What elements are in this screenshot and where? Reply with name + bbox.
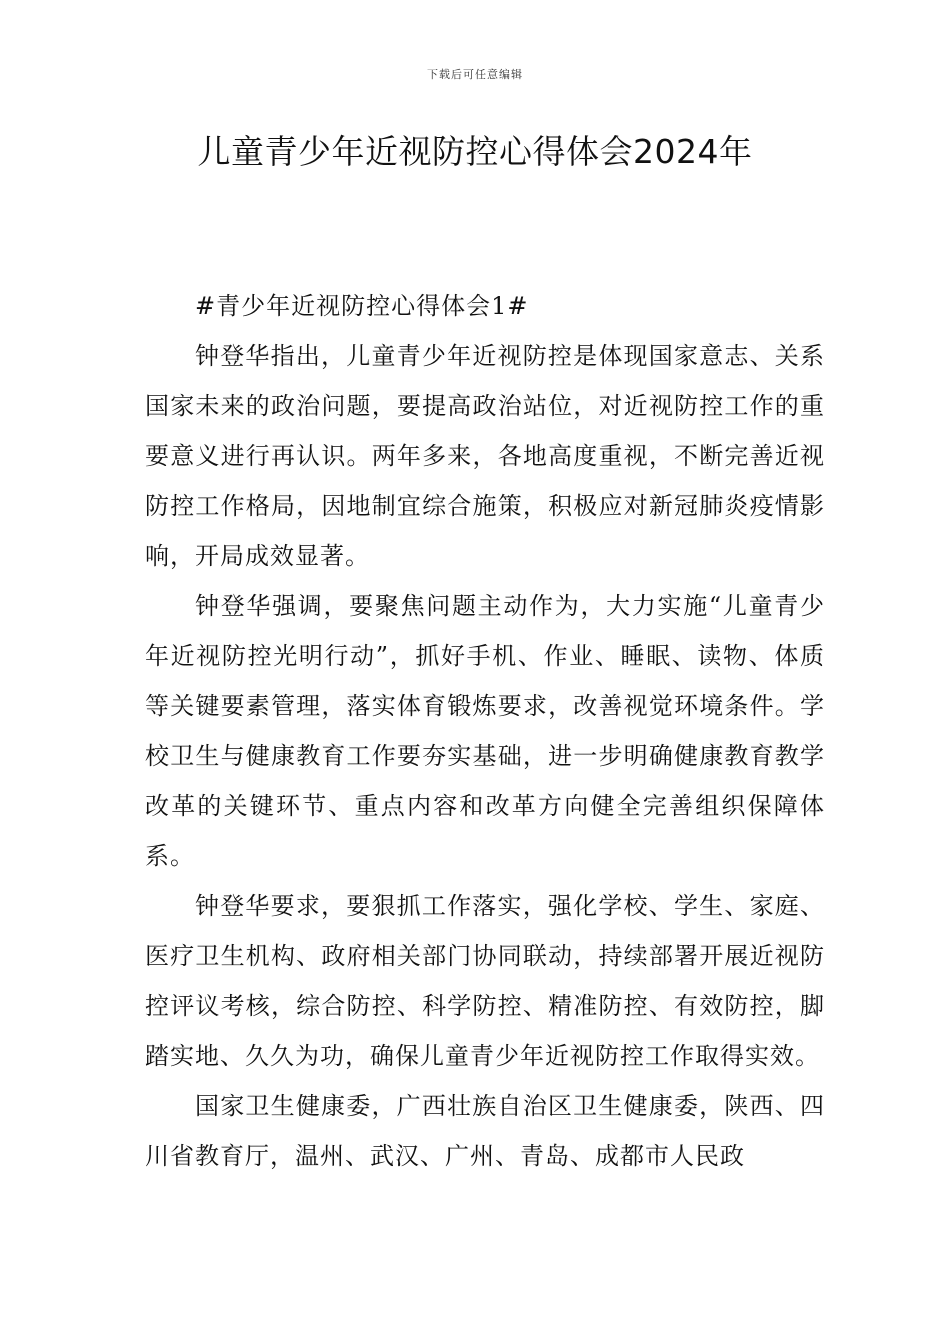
- paragraph-1: 钟登华指出，儿童青少年近视防控是体现国家意志、关系国家未来的政治问题，要提高政治站位，对近视防控工作的重要意义进行再认识。两年多来，各地高度重视，不断完善近视防控工作格局，因地制宜综合施策，积极应对新冠肺炎疫情影响，开局成效显著。: [145, 342, 825, 570]
- document-body: [145, 281, 825, 1181]
- paragraph-3: 钟登华要求，要狠抓工作落实，强化学校、学生、家庭、医疗卫生机构、政府相关部门协同联动，持续部署开展近视防控评议考核，综合防控、科学防控、精准防控、有效防控，脚踏实地、久久为功，确保儿童青少年近视防控工作取得实效。: [145, 892, 825, 1070]
- header-note: 下载后可任意编辑: [427, 68, 523, 81]
- document-title: 儿童青少年近视防控心得体会2024年: [197, 132, 753, 171]
- paragraph-4: 国家卫生健康委，广西壮族自治区卫生健康委，陕西、四川省教育厅，温州、武汉、广州、青岛、成都市人民政: [145, 1092, 825, 1170]
- paragraph-2: 钟登华强调，要聚焦问题主动作为，大力实施“儿童青少年近视防控光明行动”，抓好手机、作业、睡眠、读物、体质等关键要素管理，落实体育锻炼要求，改善视觉环境条件。学校卫生与健康教育工作要夯实基础，进一步明确健康教育教学改革的关键环节、重点内容和改革方向健全完善组织保障体系。: [145, 592, 825, 870]
- section-heading: #青少年近视防控心得体会1#: [195, 292, 529, 320]
